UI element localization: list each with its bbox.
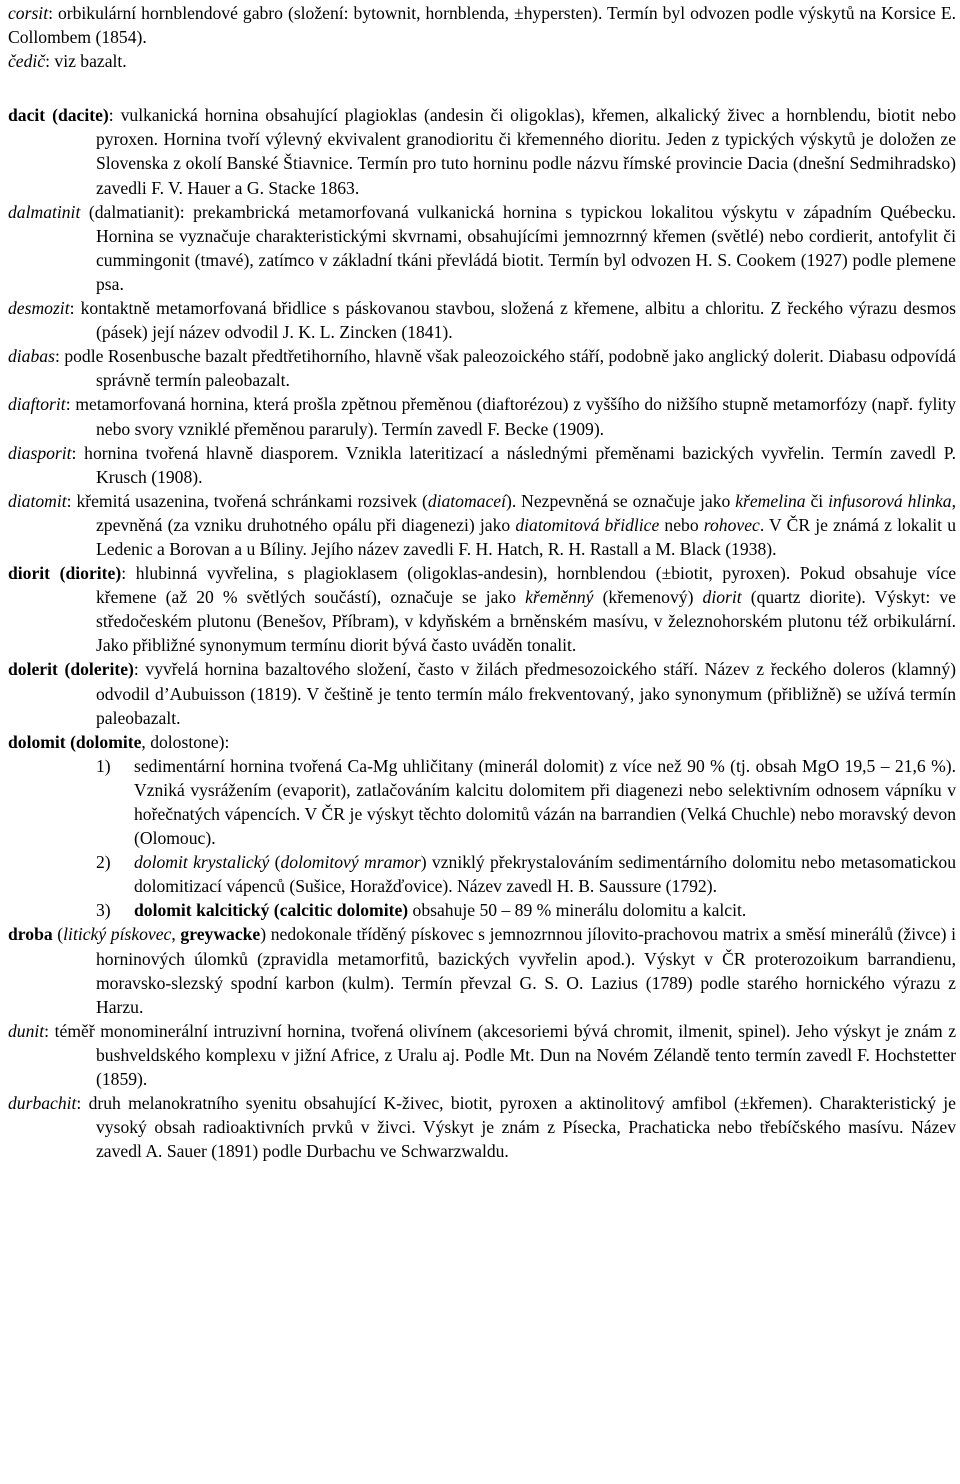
list-text: ( (269, 852, 281, 873)
definition: : viz bazalt. (45, 51, 127, 72)
definition-part: . V ČR je známá z lokalit u Ledenic a Borovan a u Bíliny. Jejího název zavedli F. H. Hatch, R. H. Rastall a M. Black (1938). (96, 514, 956, 559)
term: diatomit (8, 490, 67, 511)
definition: , dolostone): (141, 731, 230, 752)
definition-italic: litický pískovec (63, 924, 172, 945)
definition-part: nebo (659, 514, 704, 535)
definition-part: ). Nezpevněná se označuje jako (506, 490, 736, 511)
term: diorit (diorite) (8, 563, 122, 584)
definition-bold: greywacke (180, 924, 261, 945)
entry-corsit (8, 1, 956, 49)
term: diaftorit (8, 394, 66, 415)
term: dolomit (dolomite (8, 731, 142, 752)
spacer (8, 73, 956, 103)
entry-durbachit (8, 1091, 956, 1163)
term: dunit (8, 1020, 45, 1041)
entry-diaftorit (8, 392, 956, 440)
list-text: ) vzniklý překrystalováním sedimentárního dolomitu nebo metasomatickou dolomitizací vápenců (Sušice, Horažďovice). Název zavedl H. B. Saussure (1792). (134, 852, 956, 897)
term: droba (8, 924, 53, 945)
definition-part: , zpevněná (za vzniku druhotného opálu při diagenezi) jako (96, 490, 957, 535)
list-number: 1) (96, 755, 111, 776)
entry-cedic (8, 49, 956, 73)
term: durbachit (8, 1093, 77, 1114)
glossary-page (8, 1, 956, 1163)
definition: : vulkanická hornina obsahující plagioklas (andesin či oligoklas), křemen, alkalický živec a hornblendu, biotit nebo pyroxen. Hornina tvoří výlevný ekvivalent granodioritu či křemenného dioritu. Jeden z typických výskytů je doložen ze Slovenska z okolí Banské Štiavnice. Termín pro tuto horninu podle názvu římské provincie Dacia (dnešní Sedmihradsko) zavedli F. V. Hauer a G. Stacke 1863. (96, 105, 957, 198)
definition-italic: diorit (702, 587, 742, 608)
list-text: sedimentární hornina tvořená Ca-Mg uhličitany (minerál dolomit) z více než 90 % (tj. obsah MgO 19,5 – 21,6 %). Vzniká vysrážením (evaporit), zatlačováním kalcitu dolomitem při diagenezi nebo selektivním odnosem vápníku v hořečnatých vápencích. V ČR je výskyt těchto dolomitů vázán na barrandien (Velká Chuchle) nebo moravský devon (Olomouc). (134, 755, 956, 849)
list-term: dolomit kalcitický (calcitic dolomite) (134, 900, 409, 921)
definition: : druh melanokratního syenitu obsahující K-živec, biotit, pyroxen a aktinolitový amfibol (±křemen). Charakteristický je vysoký obsah radioaktivních prvků v živci. Výskyt je znám z Písecka, Prachaticka nebo třebíčského masívu. Název zavedl A. Sauer (1891) podle Durbachu ve Schwarzwaldu. (76, 1093, 956, 1162)
definition-part: či (805, 490, 829, 511)
entry-dacit (8, 103, 956, 199)
list-text: obsahuje 50 – 89 % minerálu dolomitu a kalcit. (408, 900, 747, 921)
entry-dolomit (8, 730, 956, 754)
definition-italic: diatomaceí (427, 490, 506, 511)
entry-dolerit (8, 657, 956, 729)
definition-part: (křemenový) (593, 587, 703, 608)
definition-part: , (171, 924, 181, 945)
definition-part: : hlubinná vyvřelina, s plagioklasem (oligoklas-andesin), hornblendou (±biotit, pyroxen). Pokud obsahuje více křemene (až 20 % světlých součástí), označuje se jako (96, 563, 957, 608)
term: čedič (8, 51, 46, 72)
entry-dalmatinit (8, 200, 956, 296)
definition-italic: křemelina (735, 490, 806, 511)
definition-italic: křeměnný (525, 587, 594, 608)
term: diabas (8, 346, 55, 367)
definition-italic: diatomitová břidlice (515, 514, 660, 535)
definition: (dalmatianit): prekambrická metamorfovaná vulkanická hornina s typickou lokalitou výskytu v západním Québecku. Hornina se vyznačuje charakteristickými skvrnami, obsahujícími jemnozrnný křemen (světlé) nebo cordierit, antofylit či cummingonit (tmavé), zatímco v základní tkáni převládá biotit. Termín byl odvozen H. S. Cookem (1927) podle plemene psa. (80, 201, 956, 294)
definition-italic: infusorová hlinka (828, 490, 952, 511)
term: diasporit (8, 442, 72, 463)
entry-diasporit (8, 441, 956, 489)
list-item (96, 850, 956, 898)
definition: : vyvřelá hornina bazaltového složení, často v žilách předmesozoického stáří. Název z řeckého doleros (klamný) odvodil d’Aubuisson (1819). V češtině je tento termín málo frekventovaný, jako synonymum (přibližně) se užívá termín paleobazalt. (96, 659, 956, 728)
definition: : orbikulární hornblendové gabro (složení: bytownit, hornblenda, ±hypersten). Termín byl odvozen podle výskytů na Korsice E. Collombem (1854). (8, 3, 956, 48)
definition: : podle Rosenbusche bazalt předtřetihorního, hlavně však paleozoického stáří, podobně jako anglický dolerit. Diabasu odpovídá správně termín paleobazalt. (54, 346, 956, 391)
list-number: 2) (96, 852, 111, 873)
entry-dunit (8, 1019, 956, 1091)
entry-diatomit (8, 489, 956, 561)
term: dolerit (dolerite) (8, 659, 134, 680)
definition-part: ( (52, 924, 64, 945)
definition: : téměř monominerální intruzivní hornina, tvořená olivínem (akcesoriemi bývá chromit, ilmenit, spinel). Jeho výskyt je znám z bushveldského komplexu v jižní Africe, z Uralu aj. Podle Mt. Dun na Novém Zélandě tento termín zavedl F. Hochstetter (1859). (44, 1020, 956, 1090)
list-number: 3) (96, 900, 111, 921)
definition: : hornina tvořená hlavně diasporem. Vznikla lateritizací a následnými přeměnami bazických vyvřelin. Termín zavedl P. Krusch (1908). (71, 442, 956, 487)
definition-part: (quartz diorite). Výskyt: ve středočeském plutonu (Benešov, Příbram), v kdyňském a brněnském masívu, v železnohorském plutonu též orbikulární. Jako přibližné synonymum termínu diorit bývá často uváděn tonalit. (96, 587, 956, 656)
list-item (96, 898, 956, 922)
definition: : metamorfovaná hornina, která prošla zpětnou přeměnou (diaftorézou) z vyššího do nižšího stupně metamorfózy (např. fylity nebo svory vzniklé přeměnou pararuly). Termín zavedl F. Becke (1909). (65, 394, 956, 439)
list-item (96, 754, 956, 850)
entry-desmozit (8, 296, 956, 344)
definition-part: : křemitá usazenina, tvořená schránkami rozsivek ( (66, 490, 428, 511)
term: dacit (dacite) (8, 105, 109, 126)
entry-diorit (8, 561, 956, 657)
term: corsit (8, 3, 49, 23)
entry-diabas (8, 344, 956, 392)
definition: : kontaktně metamorfovaná břidlice s páskovanou stavbou, složená z křemene, albitu a chloritu. Z řeckého výrazu desmos (pásek) její název odvodil J. K. L. Zincken (1841). (69, 298, 956, 343)
entry-droba (8, 922, 956, 1018)
term: dalmatinit (8, 201, 81, 222)
dolomit-list (8, 754, 956, 923)
definition-part: ) nedokonale tříděný pískovec s jemnozrnnou jílovito-prachovou matrix a směsí minerálů (živce) i horninových úlomků (zpravidla metamorfitů, bazických vyvřelin apod.). Výskyt v ČR proterozoikum barrandienu, moravsko-slezský spodní karbon (kulm). Termín převzal G. S. O. Lazius (1789) podle starého hornického výrazu z Harzu. (96, 924, 957, 1017)
term: desmozit (8, 298, 70, 319)
definition-italic: rohovec (703, 514, 760, 535)
list-term: dolomit krystalický (134, 852, 270, 873)
list-term: dolomitový mramor (280, 852, 421, 873)
